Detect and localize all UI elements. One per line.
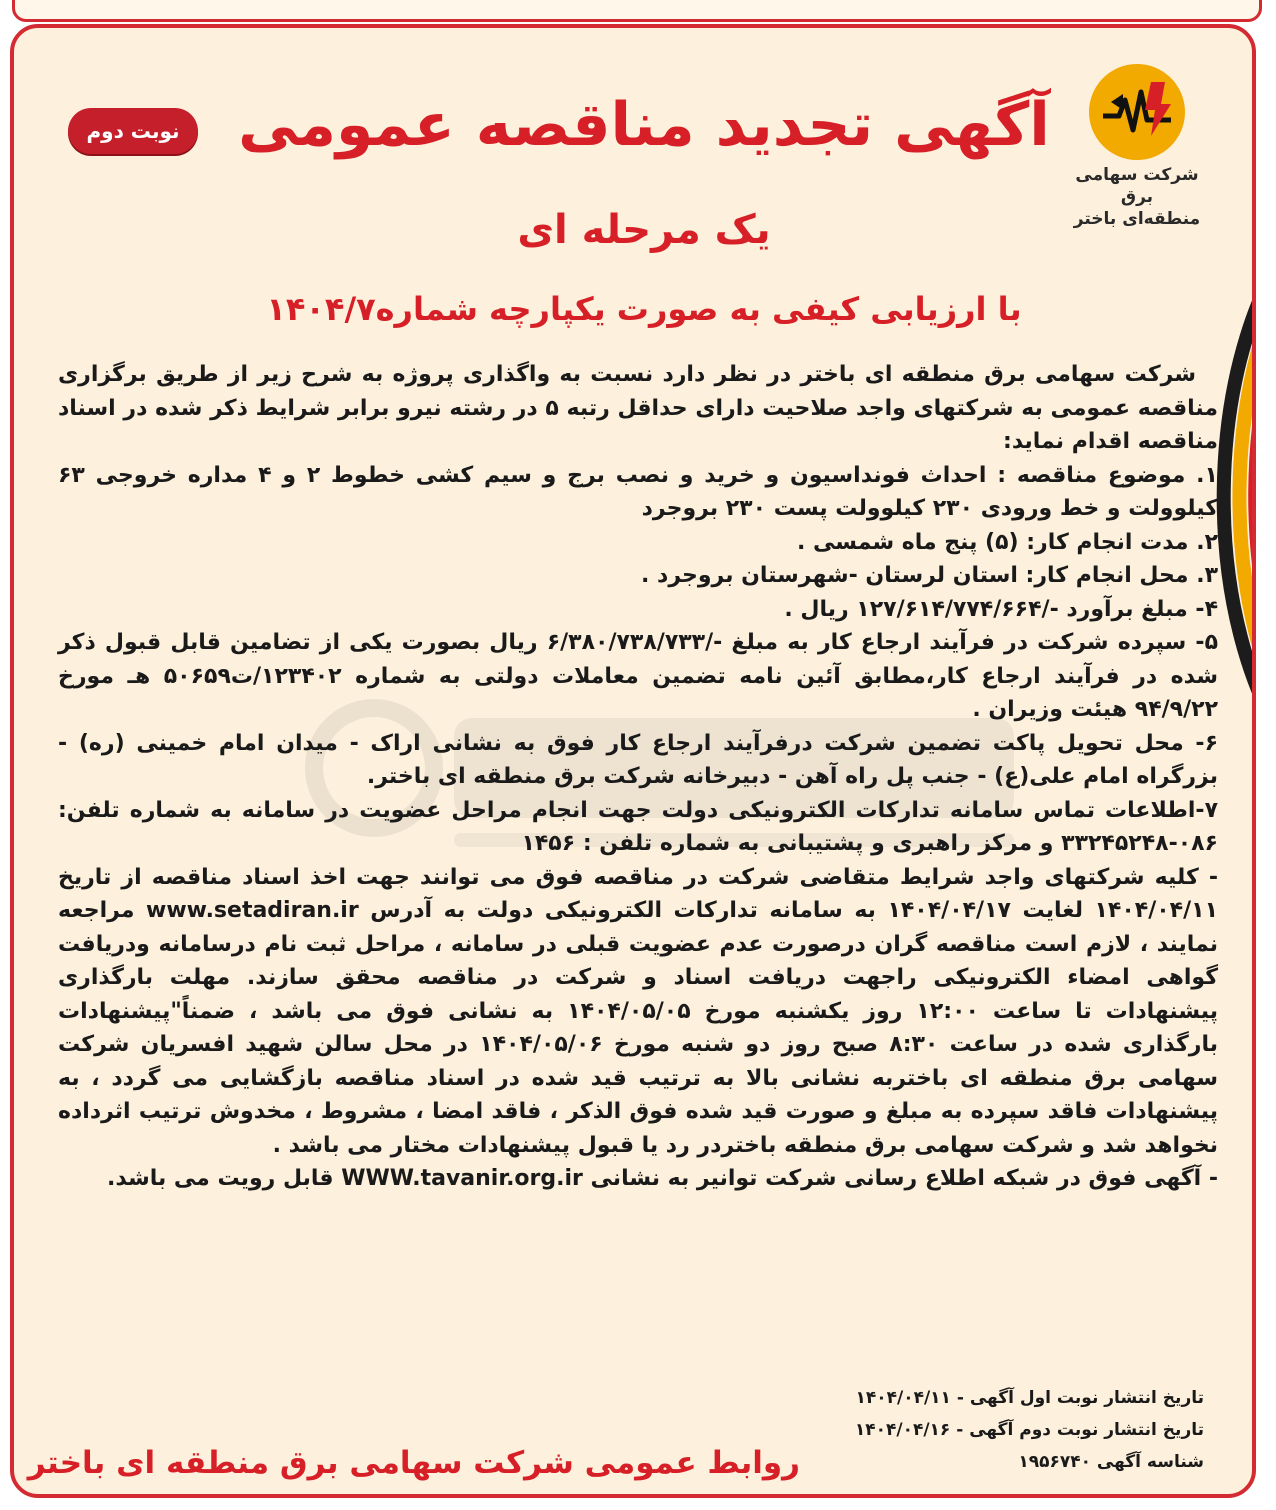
item-location: ۳. محل انجام کار: استان لرستان -شهرستان بروجرد .	[641, 563, 1218, 588]
item-tavanir-notice: - آگهی فوق در شبکه اطلاع رسانی شرکت توانیر به نشانی WWW.tavanir.org.ir قابل رویت می باشد.	[107, 1166, 1218, 1191]
intro-paragraph: شرکت سهامی برق منطقه ای باختر در نظر دارد نسبت به واگذاری پروژه به شرح زیر از طریق برگزاری مناقصه عمومی به شرکتهای واجد صلاحیت دارای حداقل رتبه ۵ در رشته نیرو برابر شرایط ذکر شده در اسناد مناقصه اقدام نماید:	[58, 362, 1218, 454]
item-estimate: ۴- مبلغ برآورد -/۱۲۷/۶۱۴/۷۷۴/۶۶۴ ریال .	[784, 596, 1218, 622]
item-conditions: - کلیه شرکتهای واجد شرایط متقاضی شرکت در مناقصه فوق می توانند جهت اخذ اسناد مناقصه از تاریخ ۱۴۰۴/۰۴/۱۱ لغایت ۱۴۰۴/۰۴/۱۷ به سامانه تدارکات الکترونیکی دولت به آدرس www.setadiran.ir مراجعه نمایند ، لازم است مناقصه گران درصورت عدم عضویت قبلی در سامانه ، مراحل ثبت نام درسامانه ودریافت گواهی امضاء الکترونیکی راجهت دریافت اسناد و شرکت در مناقصه محقق سازند. مهلت بارگذاری پیشنهادات تا ساعت ۱۲:۰۰ روز یکشنبه مورخ ۱۴۰۴/۰۵/۰۵ به نشانی فوق می باشد ، ضمناً"پیشنهادات بارگذاری شده در ساعت ۸:۳۰ صبح روز دو شنبه مورخ ۱۴۰۴/۰۵/۰۶ در محل سالن شهید افسریان شرکت سهامی برق منطقه ای باختربه نشانی بالا به ترتیب قید شده در اسناد مناقصه بازگشایی می گردد ، به پیشنهادات فاقد سپرده به مبلغ و صورت قید شده فوق الذکر ، فاقد امضا ، مشروط ، مخدوش ترتیب اثرداده نخواهد شد و شرکت سهامی برق منطقه باختردر رد یا قبول پیشنهادات مختار می باشد .	[58, 864, 1219, 1158]
item-subject: ۱. موضوع مناقصه : احداث فونداسیون و خرید و نصب برج و سیم کشی خطوط ۲ و ۴ مداره خروجی ۶۳ کیلوولت و خط ورودی ۲۳۰ کیلوولت پست ۲۳۰ بروجرد	[58, 462, 1218, 521]
public-relations-footer: روابط عمومی شرکت سهامی برق منطقه ای باختر	[27, 1445, 800, 1481]
round-badge: نوبت دوم	[68, 108, 198, 154]
logo-company-line2: منطقه‌ای باختر	[1073, 209, 1201, 229]
item-delivery-address: ۶- محل تحویل پاکت تضمین شرکت درفرآیند ارجاع کار فوق به نشانی اراک - میدان امام خمینی (ره) - بزرگراه امام علی(ع) - جنب پل راه آهن - دبیرخانه شرکت برق منطقه ای باختر.	[58, 730, 1218, 789]
ad-title: آگهی تجدید مناقصه عمومی	[238, 90, 1050, 160]
publication-info	[784, 1382, 1204, 1478]
ad-subtitle-tender-number: با ارزیابی کیفی به صورت یکپارچه شماره۱۴۰۴/۷	[266, 290, 1022, 328]
logo-company-line1: شرکت سهامی برق	[1075, 165, 1199, 207]
first-publication-date: تاریخ انتشار نوبت اول آگهی - ۱۴۰۴/۰۴/۱۱	[855, 1388, 1204, 1408]
second-publication-date: تاریخ انتشار نوبت دوم آگهی - ۱۴۰۴/۰۴/۱۶	[854, 1420, 1204, 1440]
item-duration: ۲. مدت انجام کار: (۵) پنج ماه شمسی .	[797, 529, 1218, 555]
ad-identifier: شناسه آگهی ۱۹۵۶۷۴۰	[1018, 1452, 1204, 1472]
previous-ad-frame	[12, 0, 1262, 22]
company-logo	[1062, 64, 1212, 230]
item-deposit: ۵- سپرده شرکت در فرآیند ارجاع کار به مبلغ -/۶/۳۸۰/۷۳۸/۷۳۳ ریال بصورت یکی از تضامین قابل قبول ذکر شده در فرآیند ارجاع کار،مطابق آئین نامه تضمین معاملات دولتی به شماره ۱۲۳۴۰۲/ت۵۰۶۵۹ هـ مورخ ۹۴/۹/۲۲ هیئت وزیران .	[58, 630, 1219, 722]
item-contact-info: ۷-اطلاعات تماس سامانه تدارکات الکترونیکی دولت جهت انجام مراحل عضویت در سامانه به شماره تلفن: ۰۸۶-۳۳۲۴۵۲۴۸ و مرکز راهبری و پشتیبانی به شماره تلفن : ۱۴۵۶	[58, 797, 1218, 856]
ad-body	[58, 358, 1218, 1196]
ad-frame	[10, 24, 1256, 1498]
ad-subtitle: یک مرحله ای	[517, 207, 771, 253]
power-company-icon	[1089, 64, 1185, 160]
